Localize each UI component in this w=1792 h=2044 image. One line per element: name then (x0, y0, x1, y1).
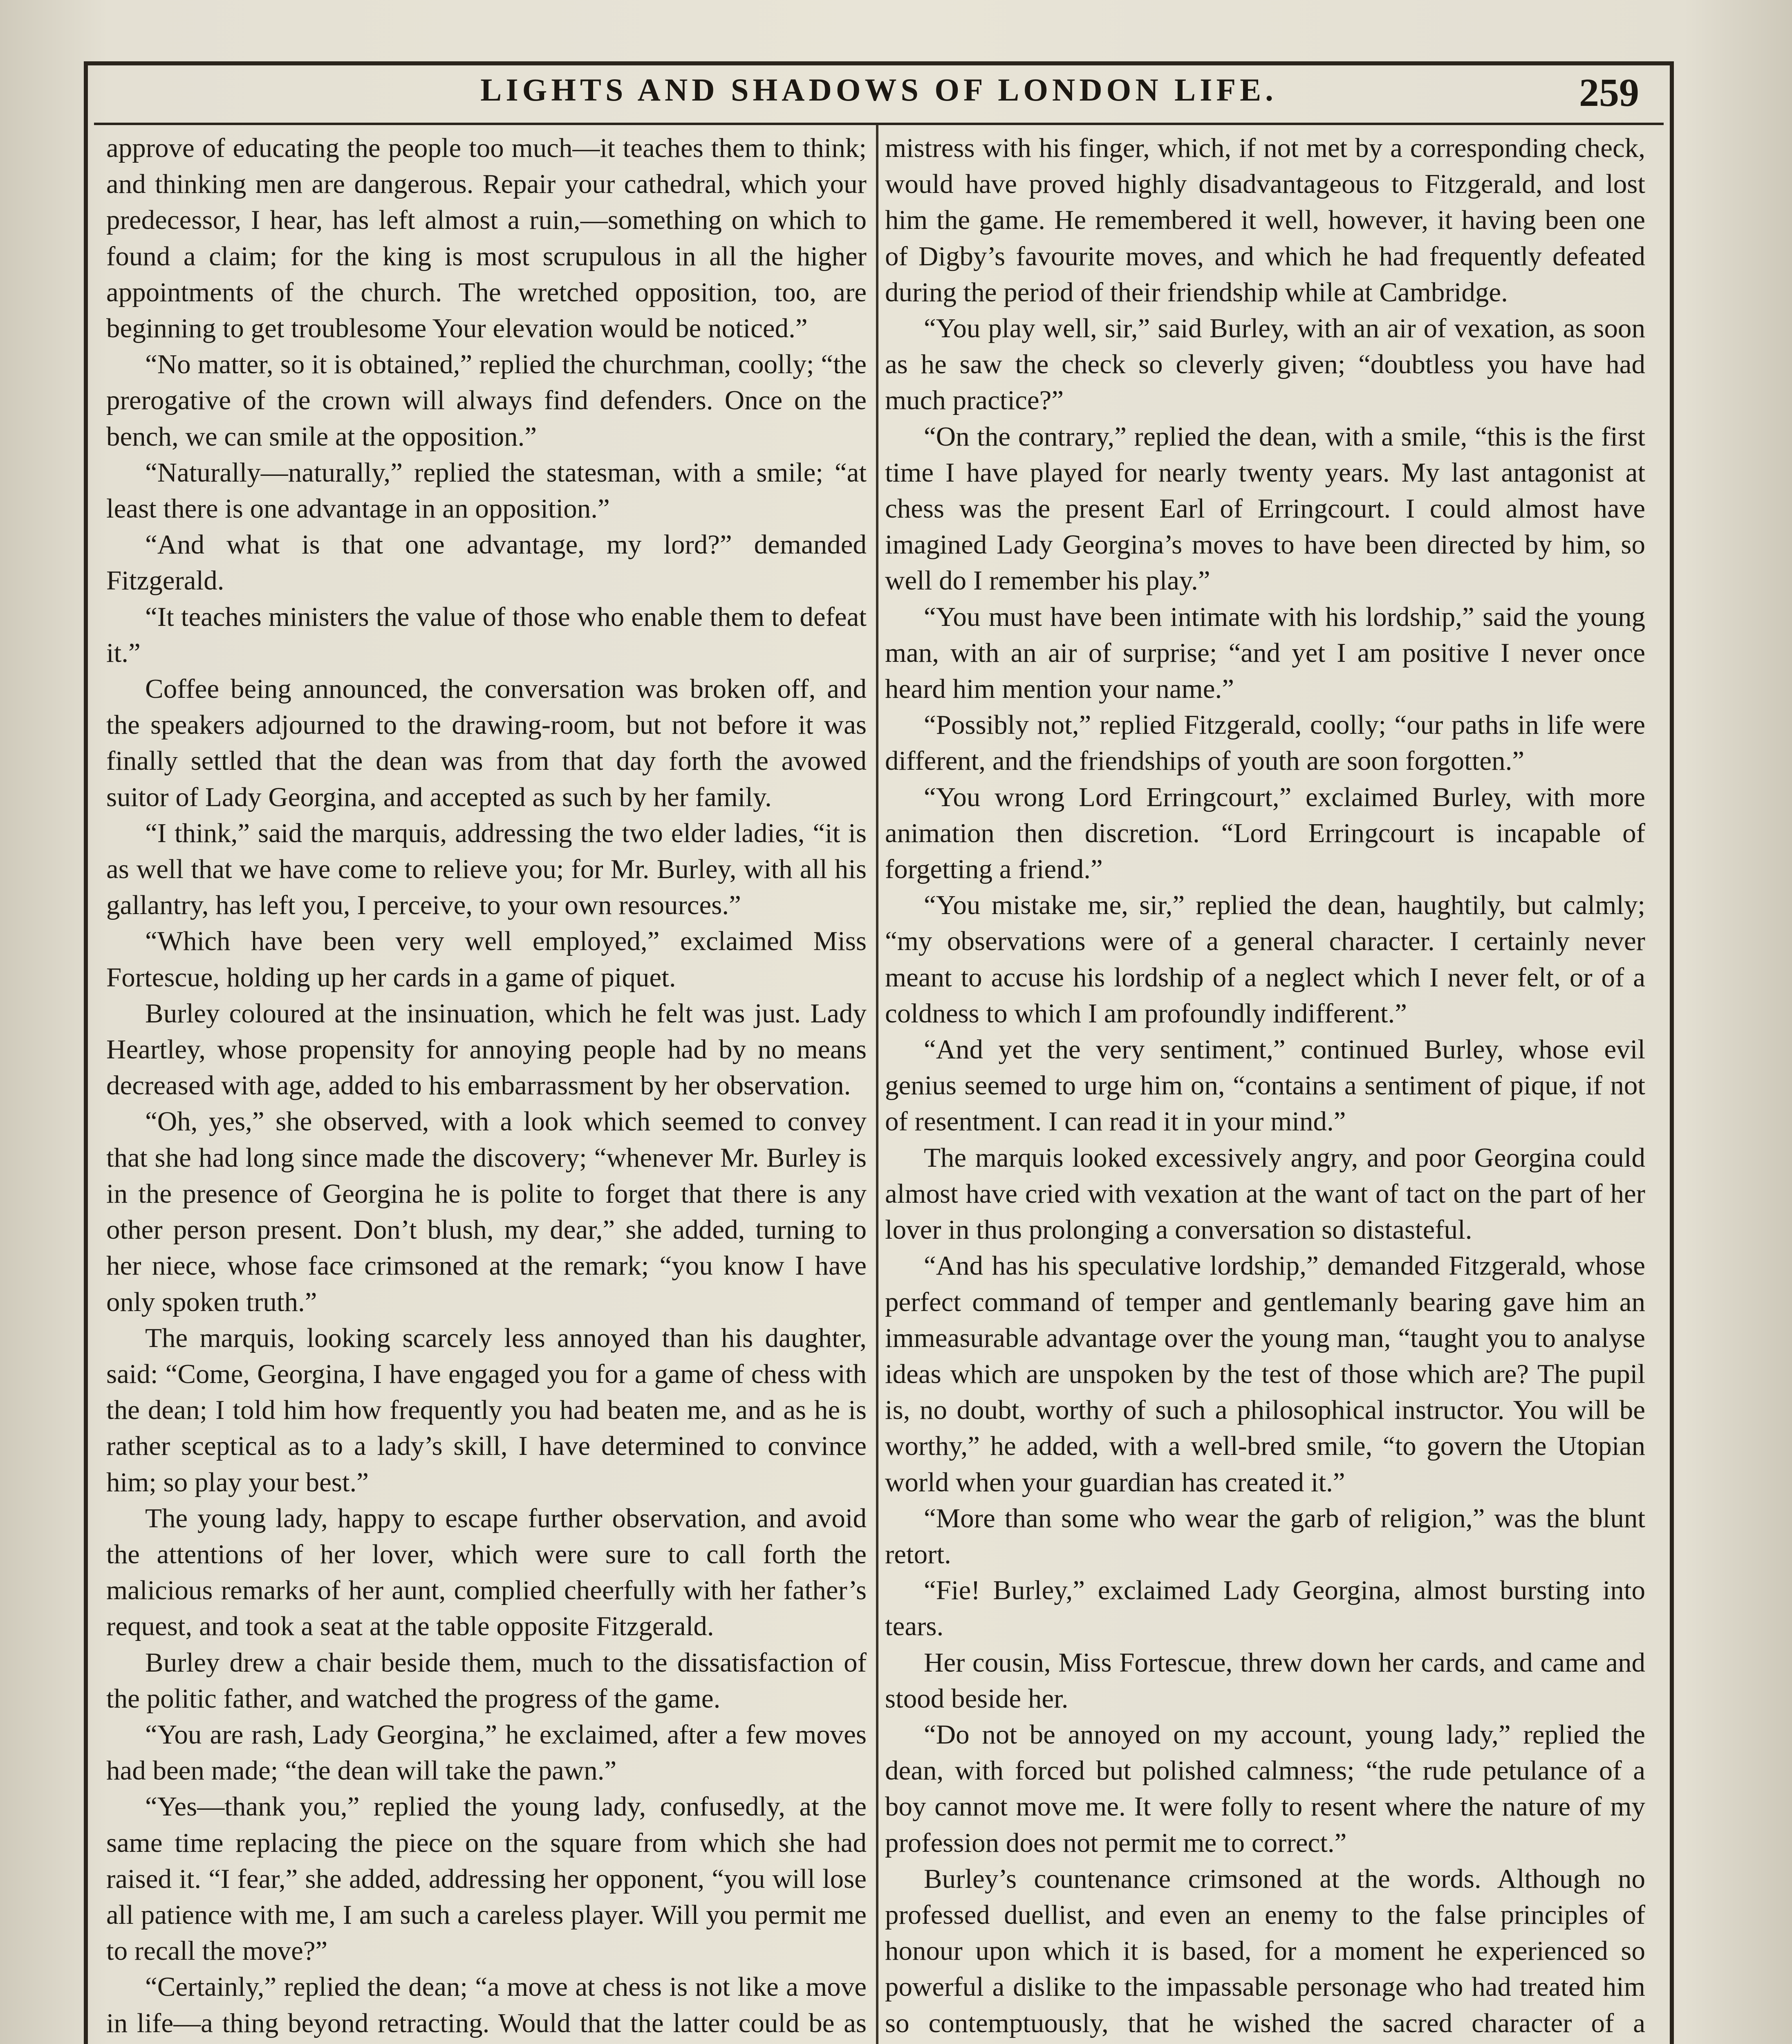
header-divider (94, 123, 1664, 125)
header-title: LIGHTS AND SHADOWS OF LONDON LIFE. (480, 72, 1277, 108)
paragraph: “Fie! Burley,” exclaimed Lady Georgina, almost bursting into tears. (885, 1575, 1645, 1642)
paragraph: Burley coloured at the insinuation, which he felt was just. Lady Heartley, whose propensity for annoying people had by no means decreased with age, added to his embarrassment by her observation. (106, 998, 867, 1101)
paragraph: “Oh, yes,” she observed, with a look which seemed to convey that she had long since made the discovery; “whenever Mr. Burley is in the presence of Georgina he is polite to forget that there is any other person present. Don’t blush, my dear,” she added, turning to her niece, whose face crimsoned at the remark; “you know I have only spoken truth.” (106, 1106, 867, 1317)
paragraph: “You play well, sir,” said Burley, with an air of vexation, as soon as he saw the check so cleverly given; “doubtless you have had much practice?” (885, 313, 1645, 416)
paragraph: Burley’s countenance crimsoned at the words. Although no professed duellist, and even an enemy to the false principles of honour upon which it is based, for a moment he experienced so powerful a dislike to the impassable personage who had treated him so contemptuously, that he wished the sacred character of a (885, 1863, 1645, 2038)
paragraph: “And has his speculative lordship,” demanded Fitzgerald, whose perfect command of temper and gentlemanly bearing gave him an immeasurable advantage over the young man, “taught you to analyse ideas which are unspoken by the test of those which are? The pupil is, no doubt, worthy of such a philosophical instructor. You will be worthy,” he added, with a well-bred smile, “to govern the Utopian world when your guardian has created it.” (885, 1251, 1645, 1497)
paragraph: “I think,” said the marquis, addressing the two elder ladies, “it is as well that we have come to relieve you; for Mr. Burley, with all his gallantry, has left you, I perceive, to your own resources.” (106, 818, 867, 921)
paragraph: The young lady, happy to escape further observation, and avoid the attentions of her lover, which were sure to call forth the malicious remarks of her aunt, complied cheerfully with her father’s request, and took a seat at the table opposite Fitzgerald. (106, 1503, 867, 1642)
paragraph: “You must have been intimate with his lordship,” said the young man, with an air of surprise; “and yet I am positive I never once heard him mention your name.” (885, 601, 1645, 704)
page-number: 259 (1579, 71, 1639, 115)
paragraph: “No matter, so it is obtained,” replied the churchman, coolly; “the prerogative of the crown will always find defenders. Once on the bench, we can smile at the opposition.” (106, 349, 867, 452)
paragraph: “You wrong Lord Erringcourt,” exclaimed Burley, with more animation then discretion. “Lord Erringcourt is incapable of forgetting a friend.” (885, 782, 1645, 885)
running-header (94, 67, 1664, 123)
paragraph: “Possibly not,” replied Fitzgerald, coolly; “our paths in life were different, and the friendships of youth are soon forgotten.” (885, 710, 1645, 776)
paragraph: “On the contrary,” replied the dean, with a smile, “this is the first time I have played for nearly twenty years. My last antagonist at chess was the present Earl of Erringcourt. I could almost have imagined Lady Georgina’s moves to have been directed by him, so well do I remember his play.” (885, 421, 1645, 596)
paragraph: “Naturally—naturally,” replied the statesman, with a smile; “at least there is one advantage in an opposition.” (106, 457, 867, 524)
paragraph: mistress with his finger, which, if not met by a corresponding check, would have proved highly disadvantageous to Fitzgerald, and lost him the game. He remembered it well, however, it having been one of Digby’s favourite moves, and which he had frequently defeated during the period of their friendship while at Cambridge. (885, 133, 1645, 307)
paragraph: Her cousin, Miss Fortescue, threw down her cards, and came and stood beside her. (885, 1647, 1645, 1714)
paragraph: The marquis looked excessively angry, and poor Georgina could almost have cried with vexation at the want of tact on the part of her lover in thus prolonging a conversation so distasteful. (885, 1142, 1645, 1245)
paragraph: “More than some who wear the garb of religion,” was the blunt retort. (885, 1503, 1645, 1569)
paragraph: The marquis, looking scarcely less annoyed than his daughter, said: “Come, Georgina, I have engaged you for a game of chess with the dean; I told him how frequently you had beaten me, and as he is rather sceptical as to a lady’s skill, I have determined to convince him; so play your best.” (106, 1322, 867, 1497)
column-divider (876, 125, 878, 2044)
left-column (106, 130, 867, 2044)
paragraph: Coffee being announced, the conversation was broken off, and the speakers adjourned to the drawing-room, but not before it was finally settled that the dean was from that day forth the avowed suitor of Lady Georgina, and accepted as such by her family. (106, 674, 867, 812)
paragraph: “Certainly,” replied the dean; “a move at chess is not like a move in life—a thing beyond retracting. Would that the latter could be as (106, 1972, 867, 2038)
paragraph: “Do not be annoyed on my account, young lady,” replied the dean, with forced but polished calmness; “the rude petulance of a boy cannot move me. It were folly to resent where the nature of my profession does not permit me to correct.” (885, 1719, 1645, 1858)
paragraph: “You mistake me, sir,” replied the dean, haughtily, but calmly; “my observations were of a general character. I certainly never meant to accuse his lordship of a neglect which I never felt, or of a coldness to which I am profoundly indifferent.” (885, 890, 1645, 1029)
paragraph: “Yes—thank you,” replied the young lady, confusedly, at the same time replacing the piece on the square from which she had raised it. “I fear,” she added, addressing her opponent, “you will lose all patience with me, I am such a careless player. Will you permit me to recall the move?” (106, 1791, 867, 1966)
paragraph: “And what is that one advantage, my lord?” demanded Fitzgerald. (106, 529, 867, 596)
paragraph: “Which have been very well employed,” exclaimed Miss Fortescue, holding up her cards in a game of piquet. (106, 926, 867, 993)
paragraph: “And yet the very sentiment,” continued Burley, whose evil genius seemed to urge him on, “contains a sentiment of pique, if not of resentment. I can read it in your mind.” (885, 1034, 1645, 1137)
paragraph: Burley drew a chair beside them, much to the dissatisfaction of the politic father, and watched the progress of the game. (106, 1647, 867, 1714)
paragraph: “It teaches ministers the value of those who enable them to defeat it.” (106, 601, 867, 668)
paragraph: “You are rash, Lady Georgina,” he exclaimed, after a few moves had been made; “the dean will take the pawn.” (106, 1719, 867, 1786)
right-column (885, 130, 1645, 2044)
paragraph: approve of educating the people too much—it teaches them to think; and thinking men are dangerous. Repair your cathedral, which your predecessor, I hear, has left almost a ruin,—something on which to found a claim; for the king is most scrupulous in all the higher appointments of the church. The wretched opposition, too, are beginning to get troublesome Your elevation would be noticed.” (106, 133, 867, 344)
